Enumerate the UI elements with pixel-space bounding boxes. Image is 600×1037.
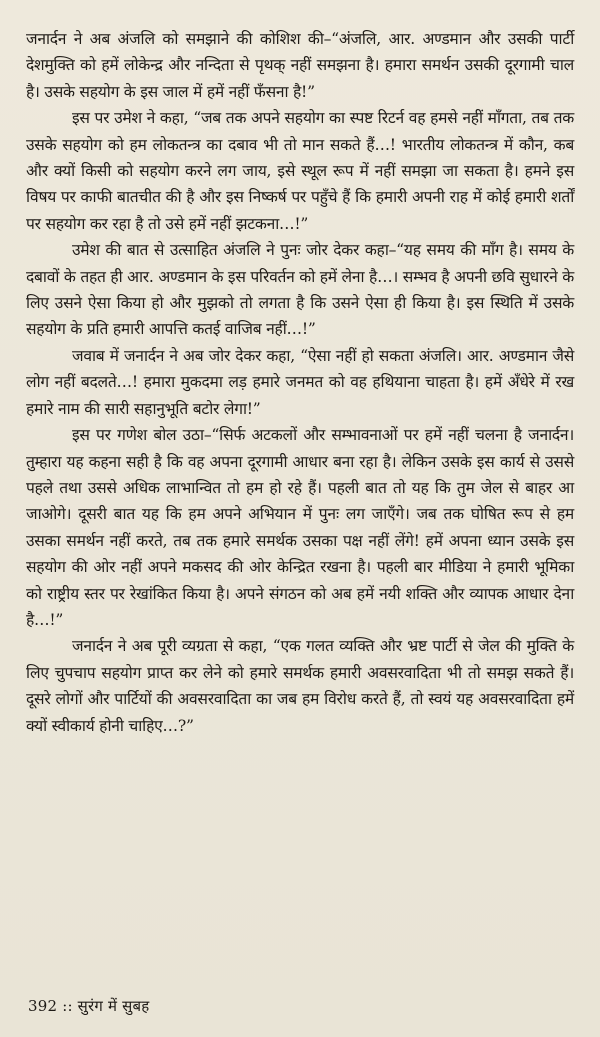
page-footer: 392 :: सुरंग में सुबह [28, 997, 150, 1015]
body-text [26, 26, 574, 739]
paragraph: उमेश की बात से उत्साहित अंजलि ने पुनः जोर देकर कहा–“यह समय की माँग है। समय के दबावों के तहत ही आर. अण्डमान के इस परिवर्तन को हमें लेना है…। सम्भव है अपनी छवि सुधारने के लिए उसने ऐसा किया हो और मुझको तो लगता है कि उसने ऐसा ही किया है। इस स्थिति में उसके सहयोग के प्रति हमारी आपत्ति कतई वाजिब नहीं…!” [26, 241, 574, 339]
paragraph: जवाब में जनार्दन ने अब जोर देकर कहा, “ऐसा नहीं हो सकता अंजलि। आर. अण्डमान जैसे लोग नहीं बदलते…! हमारा मुकदमा लड़ हमारे जनमत को वह हथियाना चाहता है। हमें अँधेरे में रख हमारे नाम की सारी सहानुभूति बटोर लेगा!” [26, 346, 574, 418]
paragraph: जनार्दन ने अब अंजलि को समझाने की कोशिश की–“अंजलि, आर. अण्डमान और उसकी पार्टी देशमुक्ति को हमें लोकेन्द्र और नन्दिता से पृथक् नहीं समझना है। हमारा समर्थन उसकी दूरगामी चाल है। उसके सहयोग के इस जाल में हमें नहीं फँसना है!” [26, 30, 574, 101]
paragraph: इस पर उमेश ने कहा, “जब तक अपने सहयोग का स्पष्ट रिटर्न वह हमसे नहीं माँगता, तब तक उसके सहयोग को हम लोकतन्त्र का दबाव भी तो मान सकते हैं…! भारतीय लोकतन्त्र में कौन, कब और क्यों किसी को सहयोग करने लग जाय, इसे स्थूल रूप में नहीं समझा जा सकता है। हमने इस विषय पर काफी बातचीत की है और इस निष्कर्ष पर पहुँचे हैं कि हमारी अपनी राह में कोई हमारी शर्तों पर सहयोग कर रहा है तो उसे हमें नहीं झटकना…!” [26, 109, 574, 233]
paragraph: इस पर गणेश बोल उठा–“सिर्फ अटकलों और सम्भावनाओं पर हमें नहीं चलना है जनार्दन। तुम्हारा यह कहना सही है कि वह अपना दूरगामी आधार बना रहा है। लेकिन उसके इस कार्य से उससे पहले तथा उससे अधिक लाभान्वित तो हम हो रहे हैं। पहली बात तो यह कि तुम जेल से बाहर आ जाओगे। दूसरी बात यह कि हम अपने अभियान में पुनः लग जाएँगे। जब तक घोषित रूप से हम उसका समर्थन नहीं करते, तब तक हमारे समर्थक उसका पक्ष नहीं लेंगे! हमें अपना ध्यान उसके इस सहयोग की ओर नहीं अपने मकसद की ओर केन्द्रित रखना है। पहली बार मीडिया ने हमारी भूमिका को राष्ट्रीय स्तर पर रेखांकित किया है। अपने संगठन को अब हमें नयी शक्ति और व्यापक आधार देना है…!” [26, 426, 574, 629]
paragraph: जनार्दन ने अब पूरी व्यग्रता से कहा, “एक गलत व्यक्ति और भ्रष्ट पार्टी से जेल की मुक्ति के लिए चुपचाप सहयोग प्राप्त कर लेने को हमारे समर्थक हमारी अवसरवादिता भी तो समझ सकते हैं। दूसरे लोगों और पार्टियों की अवसरवादिता का जब हम विरोध करते हैं, तो स्वयं यह अवसरवादिता हमें क्यों स्वीकार्य होनी चाहिए…?” [26, 637, 574, 735]
